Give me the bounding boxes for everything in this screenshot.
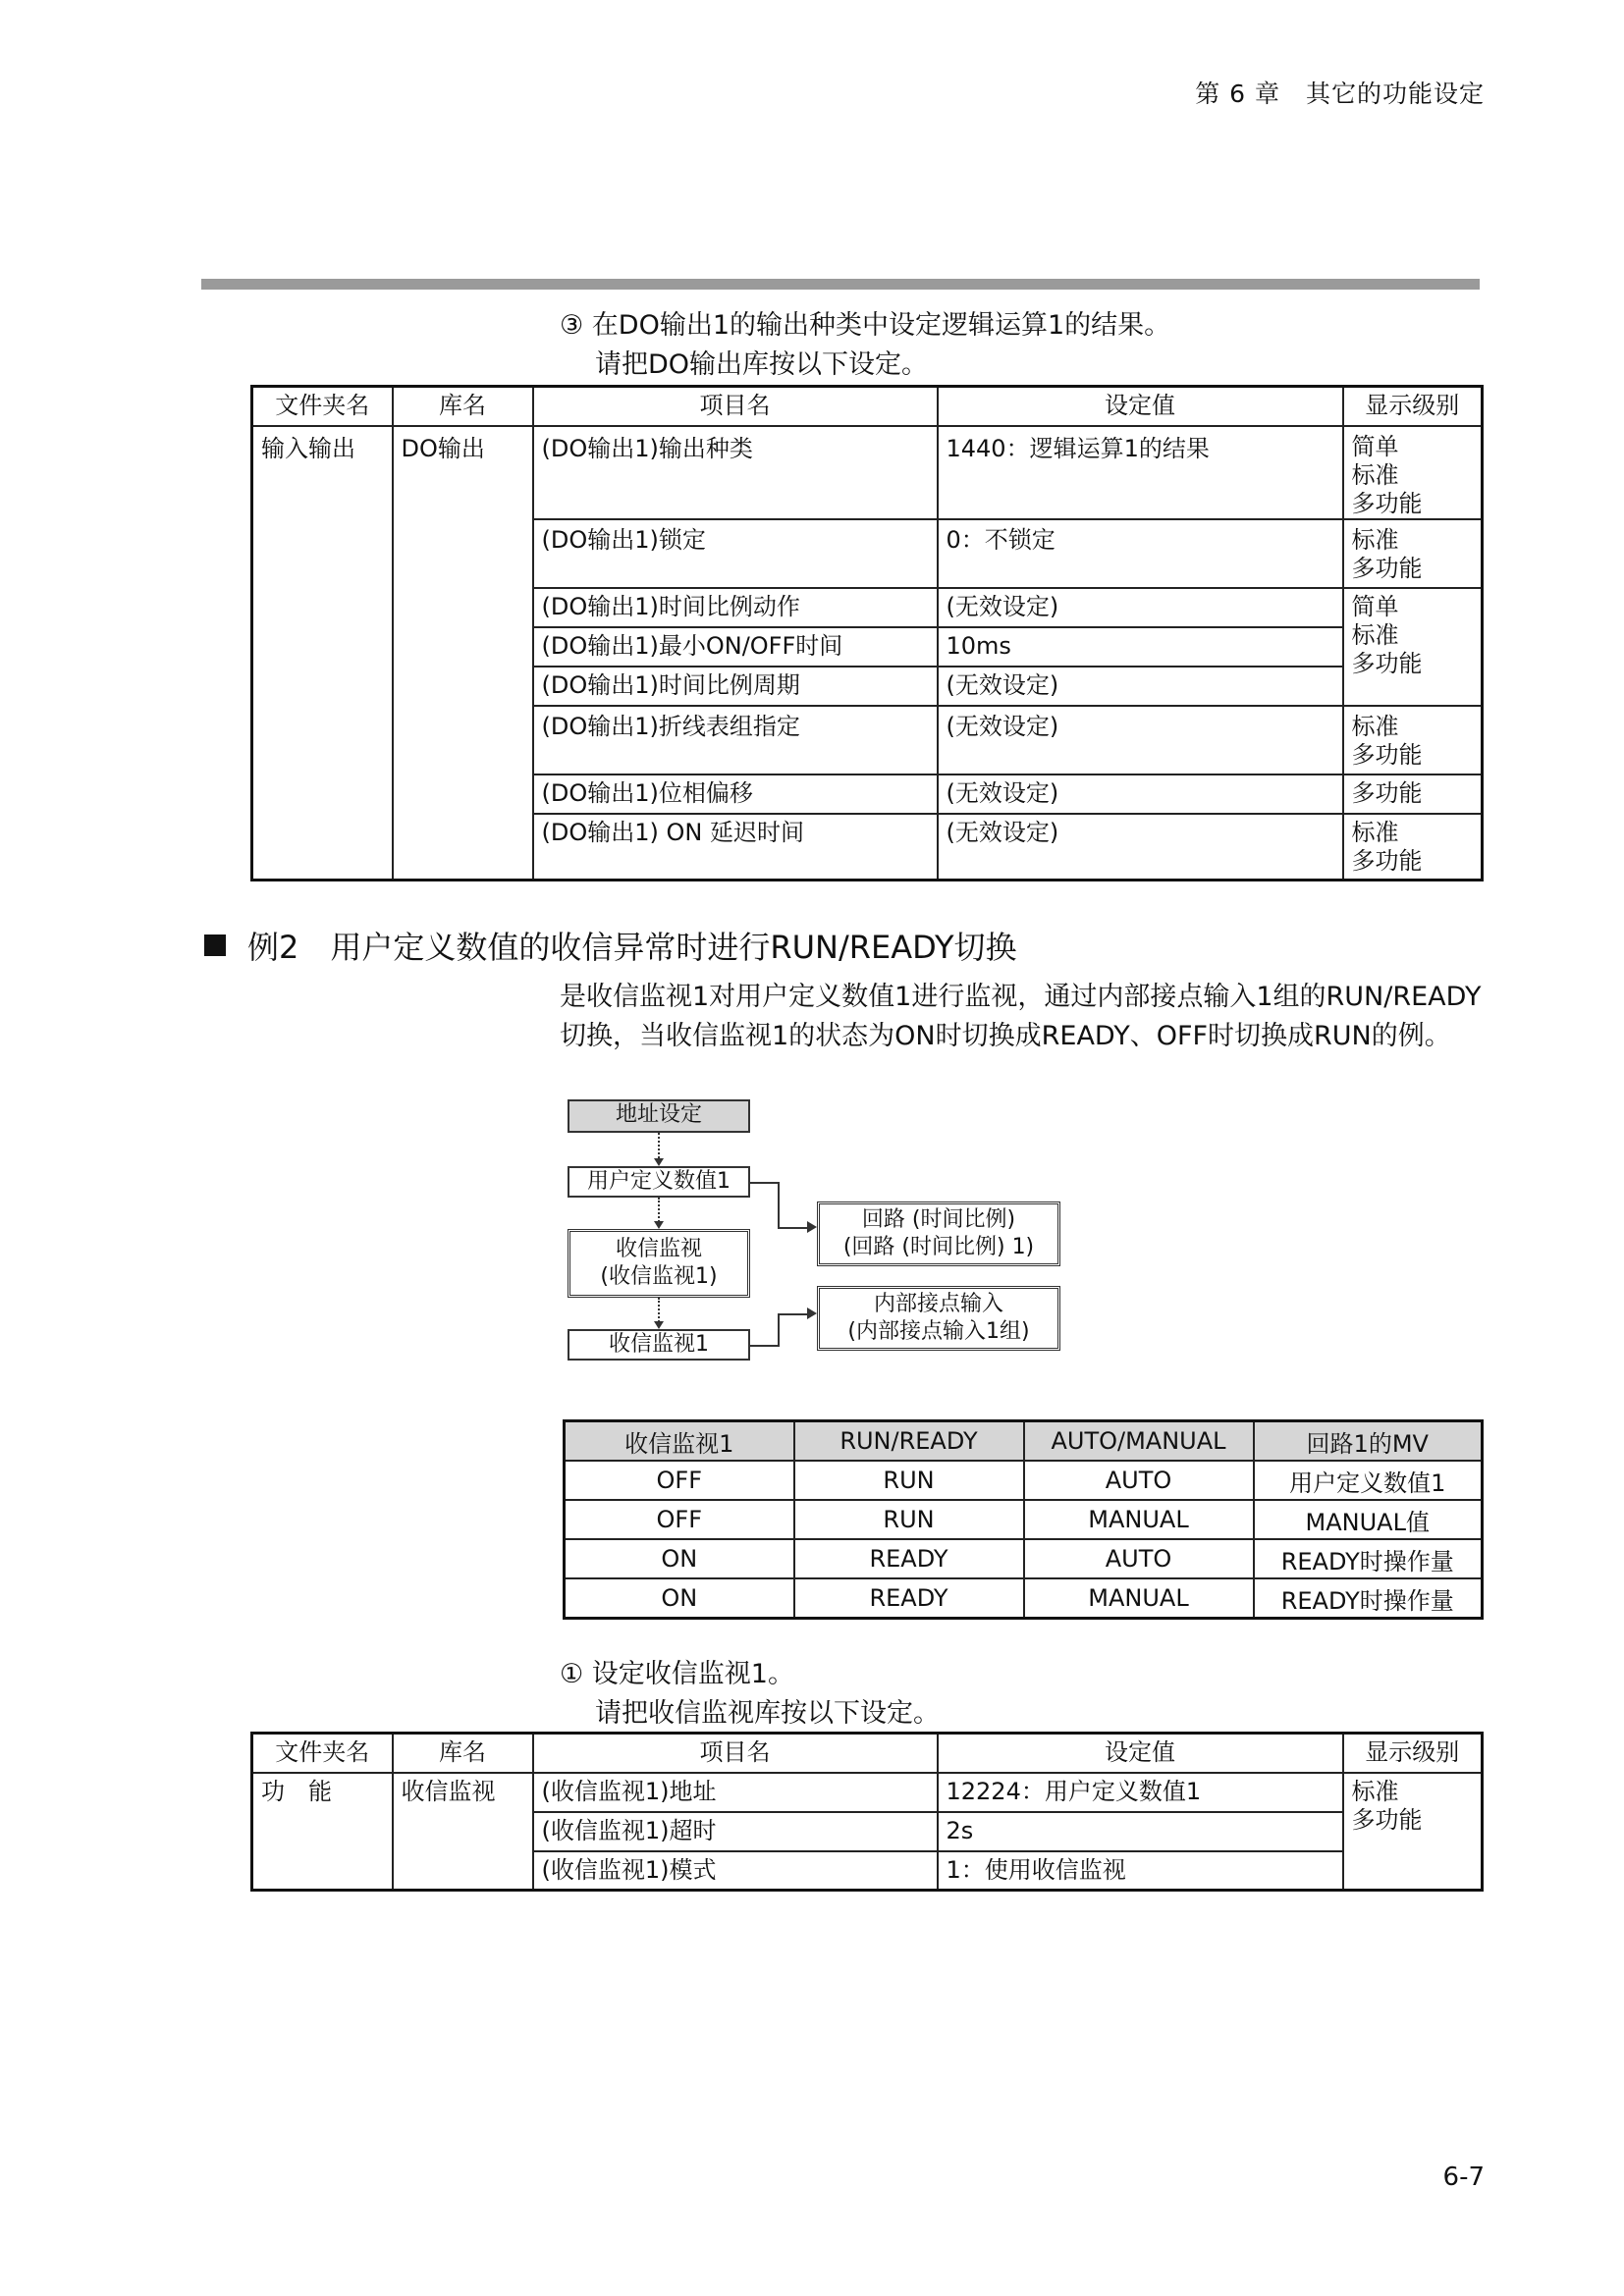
level-cell: 标准 多功能	[1343, 1773, 1483, 1891]
state-table	[563, 1419, 1484, 1620]
arrow-right-icon	[807, 1221, 817, 1233]
item-cell: (DO输出1)位相偏移	[533, 774, 938, 814]
table-row	[565, 1500, 1483, 1539]
arrow-down-icon	[654, 1321, 664, 1329]
level-cell: 标准 多功能	[1343, 519, 1483, 588]
section-heading	[204, 923, 1017, 968]
col-header-folder: 文件夹名	[252, 387, 393, 426]
col-header-item: 项目名	[533, 387, 938, 426]
connector	[778, 1313, 807, 1315]
col-header: 回路1的MV	[1254, 1421, 1483, 1462]
folder-cell: 输入输出	[252, 426, 393, 881]
value-cell: (无效设定)	[938, 706, 1343, 774]
item-cell: (DO输出1)时间比例动作	[533, 588, 938, 627]
level-cell: 标准 多功能	[1343, 814, 1483, 881]
connector	[750, 1345, 780, 1347]
address-setting-box: 地址设定	[568, 1099, 750, 1133]
step1-line1: ① 设定收信监视1。	[560, 1659, 794, 1689]
step3-line1: ③ 在DO输出1的输出种类中设定逻辑运算1的结果。	[560, 310, 1171, 341]
loop-box: 回路 (时间比例) (回路 (时间比例) 1)	[817, 1201, 1060, 1266]
table-row	[565, 1539, 1483, 1578]
col-header-level: 显示级别	[1343, 387, 1483, 426]
value-cell: 1：使用收信监视	[938, 1851, 1343, 1891]
cell: RUN	[794, 1500, 1024, 1539]
level-cell: 标准 多功能	[1343, 706, 1483, 774]
col-header-value: 设定值	[938, 1734, 1343, 1773]
section-rule	[201, 279, 1480, 290]
connector	[778, 1227, 807, 1229]
step3-line2: 请把DO输出库按以下设定。	[595, 349, 929, 380]
connector	[750, 1182, 780, 1184]
arrow-down-icon	[654, 1221, 664, 1229]
col-header: RUN/READY	[794, 1421, 1024, 1462]
section-title-text: 例2 用户定义数值的收信异常时进行RUN/READY切换	[247, 929, 1017, 966]
item-cell: (DO输出1)输出种类	[533, 426, 938, 519]
cell: MANUAL	[1024, 1578, 1254, 1619]
step3-instruction	[560, 306, 1170, 385]
item-cell: (收信监视1)模式	[533, 1851, 938, 1891]
col-header-item: 项目名	[533, 1734, 938, 1773]
connector	[778, 1313, 780, 1345]
value-cell: 12224：用户定义数值1	[938, 1773, 1343, 1812]
value-cell: (无效设定)	[938, 667, 1343, 706]
bank-cell: DO输出	[393, 426, 533, 881]
chapter-header: 第 6 章 其它的功能设定	[1195, 80, 1485, 108]
cell: OFF	[565, 1461, 794, 1500]
col-header: AUTO/MANUAL	[1024, 1421, 1254, 1462]
col-header-bank: 库名	[393, 1734, 533, 1773]
value-cell: 10ms	[938, 627, 1343, 667]
cell: AUTO	[1024, 1461, 1254, 1500]
table-row	[565, 1578, 1483, 1619]
arrow-right-icon	[807, 1308, 817, 1319]
item-cell: (收信监视1)超时	[533, 1812, 938, 1851]
cell: ON	[565, 1539, 794, 1578]
level-cell: 简单 标准 多功能	[1343, 426, 1483, 519]
folder-cell: 功 能	[252, 1773, 393, 1891]
col-header: 收信监视1	[565, 1421, 794, 1462]
value-cell: (无效设定)	[938, 588, 1343, 627]
cell: READY	[794, 1578, 1024, 1619]
col-header-bank: 库名	[393, 387, 533, 426]
page-number: 6-7	[1442, 2163, 1485, 2192]
user-value-box: 用户定义数值1	[568, 1166, 750, 1198]
level-cell: 简单 标准 多功能	[1343, 588, 1483, 706]
cell: RUN	[794, 1461, 1024, 1500]
cell: READY	[794, 1539, 1024, 1578]
table-row	[565, 1461, 1483, 1500]
section-description: 是收信监视1对用户定义数值1进行监视，通过内部接点输入1组的RUN/READY切换，当收信监视1的状态为ON时切换成READY、OFF时切换成RUN的例。	[560, 982, 1482, 1051]
cell: OFF	[565, 1500, 794, 1539]
contact-input-box: 内部接点输入 (内部接点输入1组)	[817, 1286, 1060, 1351]
bullet-square-icon	[204, 934, 226, 956]
item-cell: (DO输出1)最小ON/OFF时间	[533, 627, 938, 667]
monitor-output-box: 收信监视1	[568, 1329, 750, 1361]
connector	[778, 1182, 780, 1227]
col-header-folder: 文件夹名	[252, 1734, 393, 1773]
cell: ON	[565, 1578, 794, 1619]
value-cell: 0：不锁定	[938, 519, 1343, 588]
col-header-value: 设定值	[938, 387, 1343, 426]
item-cell: (DO输出1)时间比例周期	[533, 667, 938, 706]
do-output-settings-table	[250, 385, 1484, 881]
cell: 用户定义数值1	[1254, 1461, 1483, 1500]
value-cell: (无效设定)	[938, 814, 1343, 881]
monitor-settings-table	[250, 1732, 1484, 1892]
bank-cell: 收信监视	[393, 1773, 533, 1891]
value-cell: 2s	[938, 1812, 1343, 1851]
value-cell: (无效设定)	[938, 774, 1343, 814]
monitor-box: 收信监视 (收信监视1)	[568, 1229, 750, 1298]
item-cell: (DO输出1)锁定	[533, 519, 938, 588]
item-cell: (DO输出1)折线表组指定	[533, 706, 938, 774]
step1-instruction	[560, 1655, 940, 1734]
arrow-down-icon	[654, 1158, 664, 1166]
cell: READY时操作量	[1254, 1539, 1483, 1578]
item-cell: (收信监视1)地址	[533, 1773, 938, 1812]
cell: AUTO	[1024, 1539, 1254, 1578]
flow-diagram	[568, 1099, 1058, 1374]
cell: READY时操作量	[1254, 1578, 1483, 1619]
value-cell: 1440：逻辑运算1的结果	[938, 426, 1343, 519]
cell: MANUAL	[1024, 1500, 1254, 1539]
col-header-level: 显示级别	[1343, 1734, 1483, 1773]
cell: MANUAL值	[1254, 1500, 1483, 1539]
step1-line2: 请把收信监视库按以下设定。	[595, 1698, 940, 1729]
item-cell: (DO输出1) ON 延迟时间	[533, 814, 938, 881]
level-cell: 多功能	[1343, 774, 1483, 814]
